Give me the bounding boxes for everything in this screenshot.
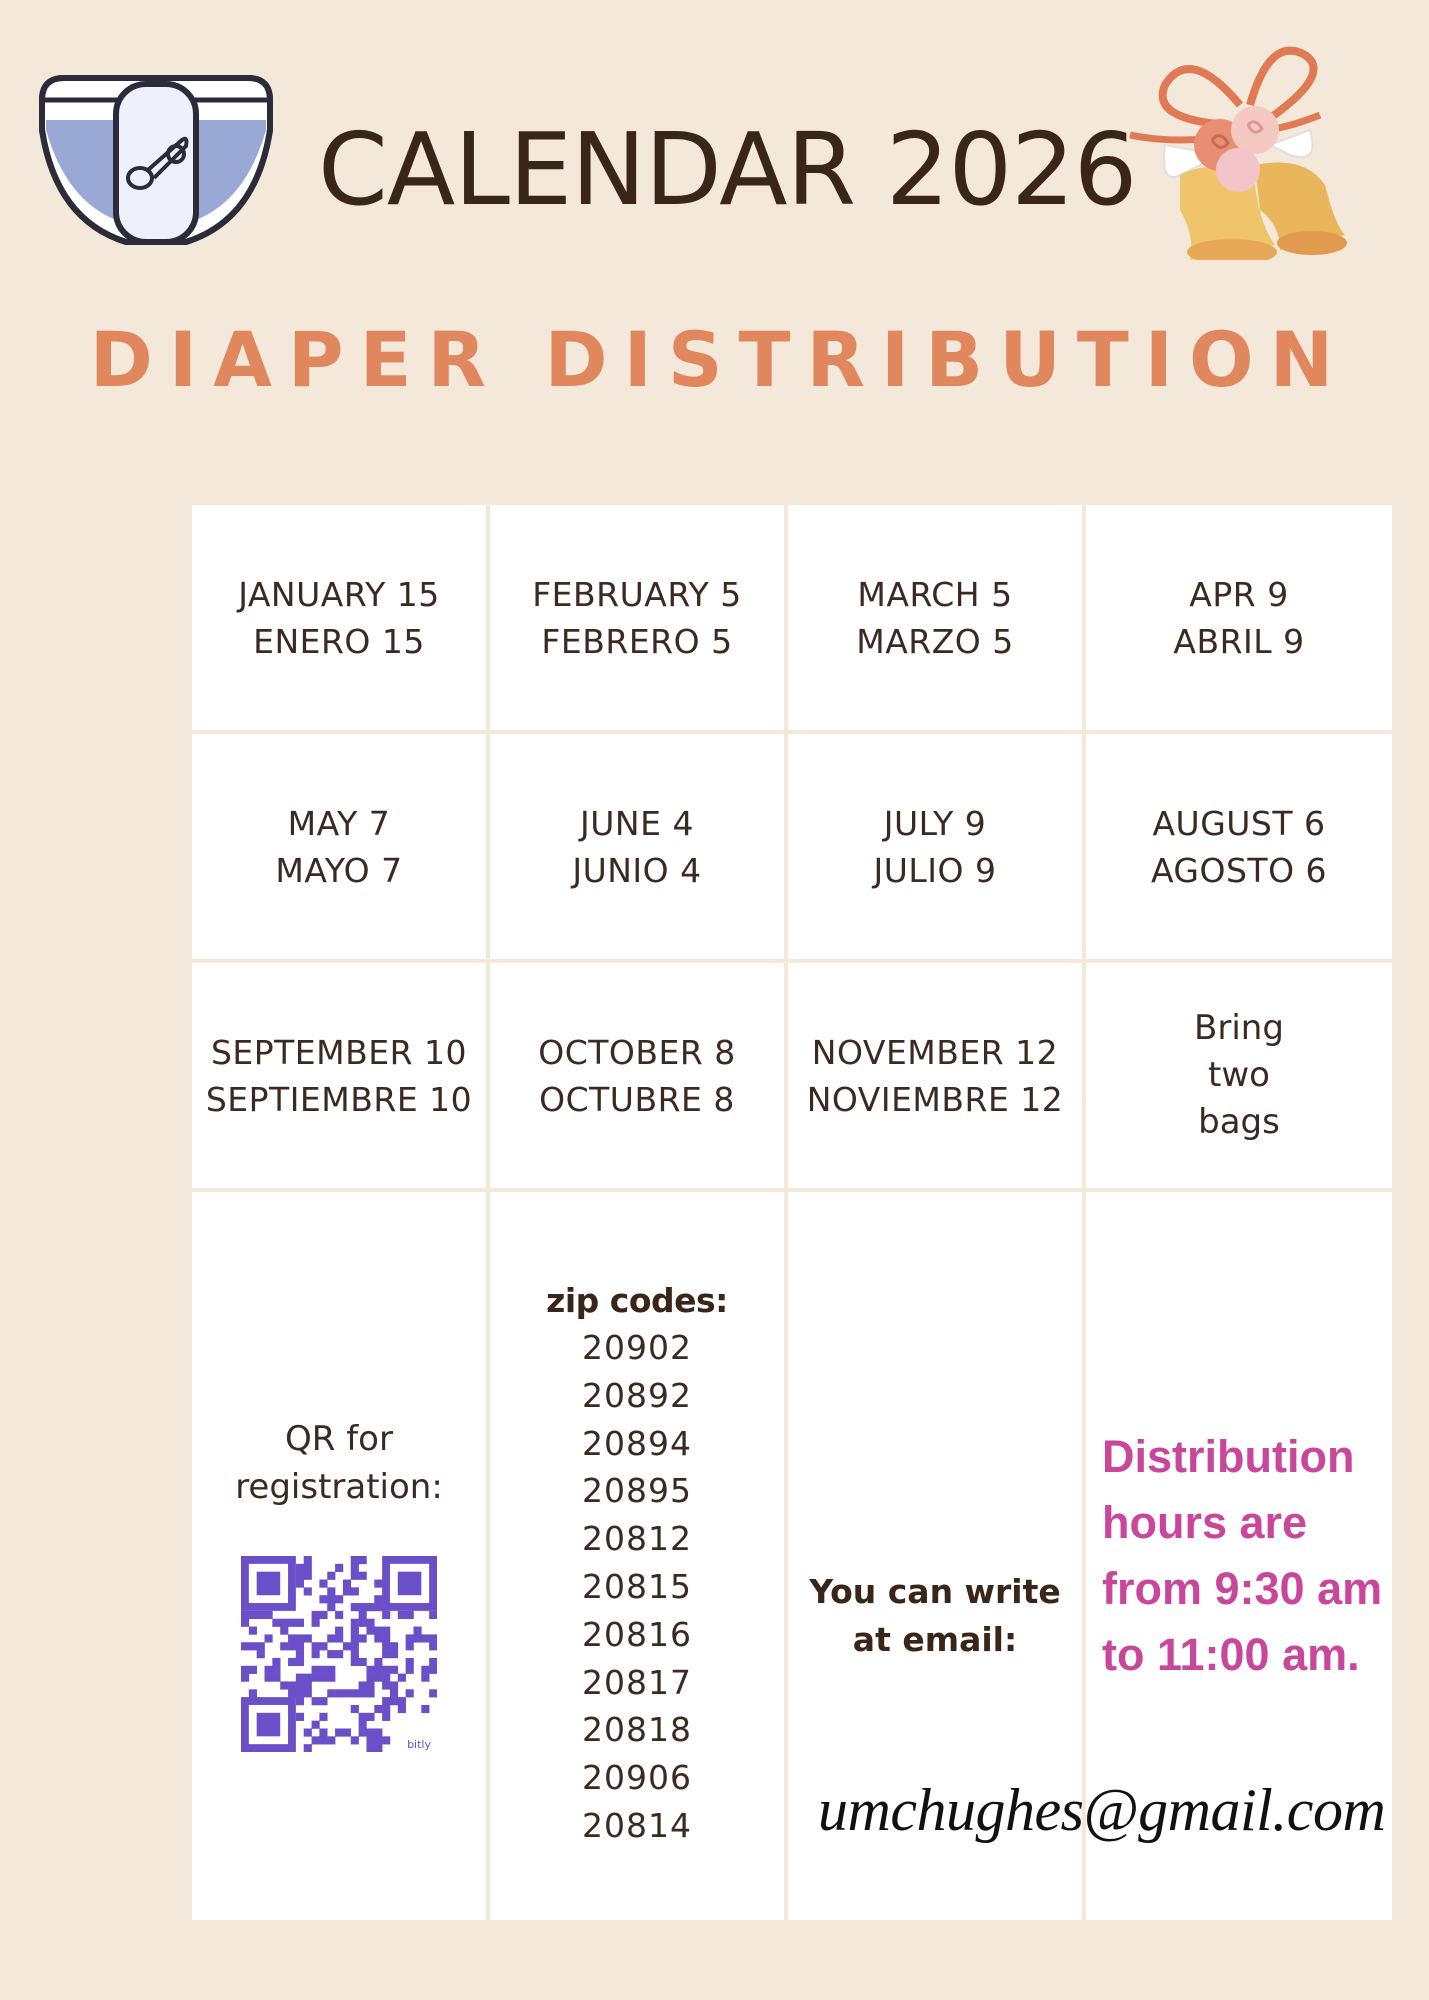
zip-code: 20817 [582, 1662, 692, 1702]
date-spanish: MAYO 7 [275, 850, 403, 890]
date-english: AUGUST 6 [1152, 803, 1326, 843]
distribution-hours: Distribution hours are from 9:30 am to 11:00 am. [1102, 1431, 1383, 1680]
date-english: NOVEMBER 12 [811, 1032, 1059, 1072]
contact-email-link[interactable]: umchughes@gmail.com [818, 1777, 1386, 1843]
date-cell [788, 963, 1082, 1188]
date-spanish: JULIO 9 [873, 850, 997, 890]
date-cell [1086, 734, 1392, 959]
page-subtitle: DIAPER DISTRIBUTION [89, 315, 1350, 404]
zip-code: 20906 [582, 1758, 692, 1798]
zip-code: 20902 [582, 1328, 692, 1367]
date-spanish: OCTUBRE 8 [539, 1079, 735, 1119]
date-cell [788, 734, 1082, 959]
date-spanish: SEPTIEMBRE 10 [205, 1079, 473, 1119]
date-english: FEBRUARY 5 [532, 574, 742, 614]
calendar-grid [192, 505, 1392, 1920]
date-spanish: NOVIEMBRE 12 [806, 1079, 1064, 1119]
date-cell [192, 734, 486, 959]
date-english: OCTOBER 8 [538, 1032, 736, 1072]
zip-code: 20895 [582, 1471, 692, 1511]
page-title: CALENDAR 2026 [318, 111, 1137, 228]
zip-code: 20814 [582, 1805, 692, 1845]
note-line: Bring [1194, 1008, 1284, 1048]
zip-code: 20892 [582, 1375, 692, 1415]
date-cell [192, 505, 486, 730]
zip-code: 20815 [582, 1566, 692, 1606]
date-spanish: MARZO 5 [856, 621, 1014, 661]
zip-codes-heading: zip codes: [546, 1281, 728, 1320]
registration-qr-code[interactable] [241, 1556, 437, 1752]
date-cell [1086, 505, 1392, 730]
date-english: MAY 7 [287, 803, 391, 843]
contact-line2: at email: [852, 1620, 1018, 1659]
date-spanish: ABRIL 9 [1173, 621, 1305, 661]
date-cell [490, 505, 784, 730]
registration-cell [192, 1192, 486, 1920]
qr-brand-label: bitly [407, 1738, 431, 1751]
contact-line1: You can write [809, 1572, 1061, 1611]
date-spanish: ENERO 15 [253, 621, 425, 661]
date-cell [490, 734, 784, 959]
date-cell [490, 963, 784, 1188]
zip-code: 20816 [582, 1614, 692, 1654]
zip-code: 20818 [582, 1710, 692, 1750]
date-spanish: JUNIO 4 [572, 850, 702, 890]
zip-code: 20812 [582, 1519, 692, 1559]
note-line: bags [1198, 1102, 1280, 1142]
date-english: JANUARY 15 [238, 574, 440, 614]
date-cell [788, 505, 1082, 730]
date-spanish: AGOSTO 6 [1150, 850, 1328, 890]
qr-label-line2: registration: [235, 1467, 443, 1507]
zip-code: 20894 [582, 1423, 692, 1463]
date-english: MARCH 5 [857, 574, 1013, 614]
note-line: two [1208, 1055, 1270, 1095]
qr-label-line1: QR for [285, 1419, 393, 1459]
bring-bags-note [1086, 963, 1392, 1188]
date-cell [192, 963, 486, 1188]
date-english: JUNE 4 [580, 803, 694, 843]
zip-codes-cell [490, 1192, 784, 1920]
diaper-icon [36, 70, 276, 250]
date-english: JULY 9 [883, 803, 987, 843]
bells-icon [1120, 35, 1360, 260]
date-english: APR 9 [1189, 574, 1289, 614]
date-english: SEPTEMBER 10 [210, 1032, 468, 1072]
date-spanish: FEBRERO 5 [541, 621, 733, 661]
